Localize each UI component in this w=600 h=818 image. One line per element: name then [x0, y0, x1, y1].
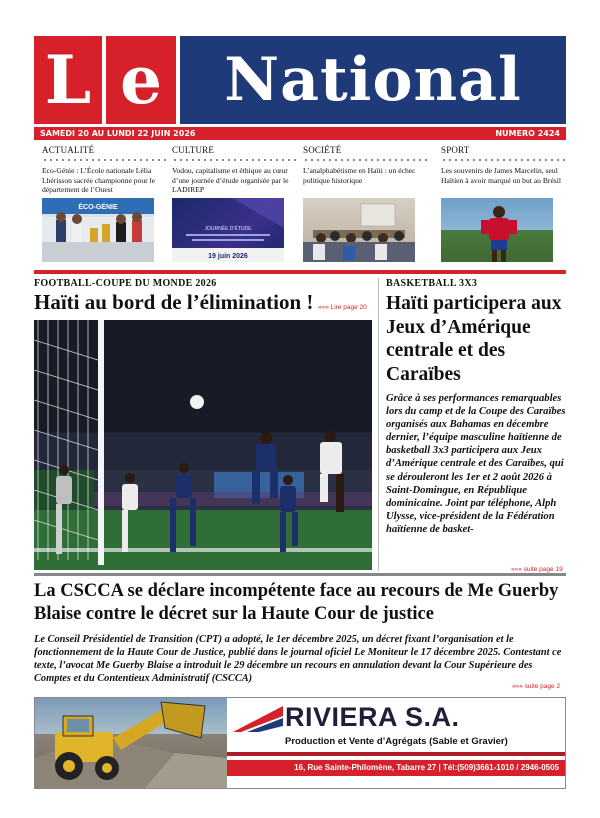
section-divider-gray: [34, 573, 566, 576]
football-match-photo-icon: [34, 320, 372, 570]
issue-date: SAMEDI 20 AU LUNDI 22 JUIN 2026: [40, 129, 196, 138]
masthead-name: National: [224, 45, 522, 115]
teaser-text[interactable]: L’analphabétisme en Haïti : un échec politique historique: [303, 166, 416, 185]
dotted-divider: [303, 157, 431, 163]
teaser-category: SPORT: [441, 145, 470, 155]
masthead-letter-l: L: [44, 41, 92, 119]
teaser-photo-eco-genie[interactable]: [42, 198, 154, 262]
lead-story-headline[interactable]: La CSCCA se déclare incompétente face au recours de Me Guerby Blaise contre le décret sur la Haute Cour de justice: [34, 581, 559, 624]
teaser-culture[interactable]: [172, 145, 300, 260]
teaser-category: SOCIÉTÉ: [303, 145, 342, 155]
teaser-photo-classroom[interactable]: [303, 198, 415, 262]
side-story-read-more-link[interactable]: »»» suite page 19: [511, 566, 563, 573]
side-story-body: Grâce à ses performances remarquables lors du camp et de la Coupe des Caraïbes organisés aux Bahamas en décembre dernier, l’équipe masculine haïtienne de basketball 3x3 participera aux Jeux d’Amérique centrale et des Caraïbes, qui se dérouleront les 1er et 2 août 2026 à Saint-Domingue, en République dominicaine. Joint par téléphone, Alph Ulysse, vice-président de la Fédération haïtienne de basket-: [386, 393, 566, 535]
dateline-bar: [34, 127, 566, 140]
teaser-text[interactable]: Les souvenirs de James Marcelin, seul Haïtien à avoir marqué un but au Brésil: [441, 166, 561, 185]
teaser-text[interactable]: Eco-Génie : L’École nationale Lélia Lhérisson sacrée championne pour le département de l’Ouest: [42, 166, 156, 194]
poster-title: JOURNÉE D’ÉTUDE: [204, 226, 252, 232]
teaser-category: CULTURE: [172, 145, 215, 155]
dotted-divider: [172, 157, 300, 163]
ad-tagline: Production et Vente d’Agrégats (Sable et Gravier): [285, 736, 508, 747]
poster-image-icon: [172, 198, 284, 262]
masthead-letter-e: e: [120, 41, 162, 119]
ad-loader-photo: [35, 698, 227, 788]
teaser-societe[interactable]: [303, 145, 431, 204]
teaser-sport[interactable]: [441, 145, 569, 204]
column-divider: [378, 278, 379, 571]
side-story-kicker: BASKETBALL 3X3: [386, 278, 478, 289]
issue-number: NUMERO 2424: [495, 129, 560, 138]
lead-story-read-more-link[interactable]: »»» suite page 2: [512, 683, 561, 690]
awards-photo-icon: [42, 198, 154, 262]
wheel-loader-icon: [35, 698, 227, 788]
teaser-photo-player[interactable]: [441, 198, 553, 262]
teaser-category: ACTUALITÉ: [42, 145, 95, 155]
advertisement-banner[interactable]: [34, 697, 566, 789]
dotted-divider: [42, 157, 170, 163]
ad-address-bar: 16, Rue Sainte-Philomène, Tabarre 27 | Tél:(509)3661-1010 / 2946-0505: [227, 760, 565, 776]
main-story-photo[interactable]: [34, 320, 372, 570]
main-story-read-more-link[interactable]: »»» Lire page 20: [318, 304, 367, 311]
ad-accent-bar: [227, 752, 565, 756]
classroom-photo-icon: [303, 198, 415, 262]
teaser-actualite[interactable]: [42, 145, 170, 211]
section-divider-red: [34, 270, 566, 274]
dotted-divider: [441, 157, 569, 163]
poster-date: 19 juin 2026: [208, 253, 248, 260]
riviera-logo-icon: [233, 706, 283, 732]
teaser-text[interactable]: Vodou, capitalisme et éthique au cœur d’une journée d’étude organisée par le LADIREP: [172, 166, 289, 194]
main-story-headline[interactable]: Haïti au bord de l’élimination !: [34, 290, 314, 314]
ad-company-name: RIVIERA S.A.: [285, 702, 460, 732]
side-story-headline[interactable]: Haïti participera aux Jeux d’Amérique centrale et des Caraïbes: [386, 293, 562, 385]
teaser-image-caption: ÉCO-GÉNIE: [78, 204, 118, 211]
masthead: [34, 36, 566, 124]
main-story-kicker: FOOTBALL-COUPE DU MONDE 2026: [34, 278, 217, 289]
teaser-photo-poster[interactable]: [172, 198, 284, 262]
lead-story-lede: Le Conseil Présidentiel de Transition (CPT) a adopté, le 1er décembre 2025, un décret fixant l’organisation et le fonctionnement de la Haute Cour de Justice, publié dans le journal oficiel Le Moniteur le 17 décembre 2025. Contestant ce texte, l’avocat Me Guerby Blaise a introduit le 29 décembre un recours en annulation devant la Cour Supérieure des Comptes et du Contentieux Administratif (CSCCA): [34, 634, 562, 684]
football-player-icon: [441, 198, 553, 262]
